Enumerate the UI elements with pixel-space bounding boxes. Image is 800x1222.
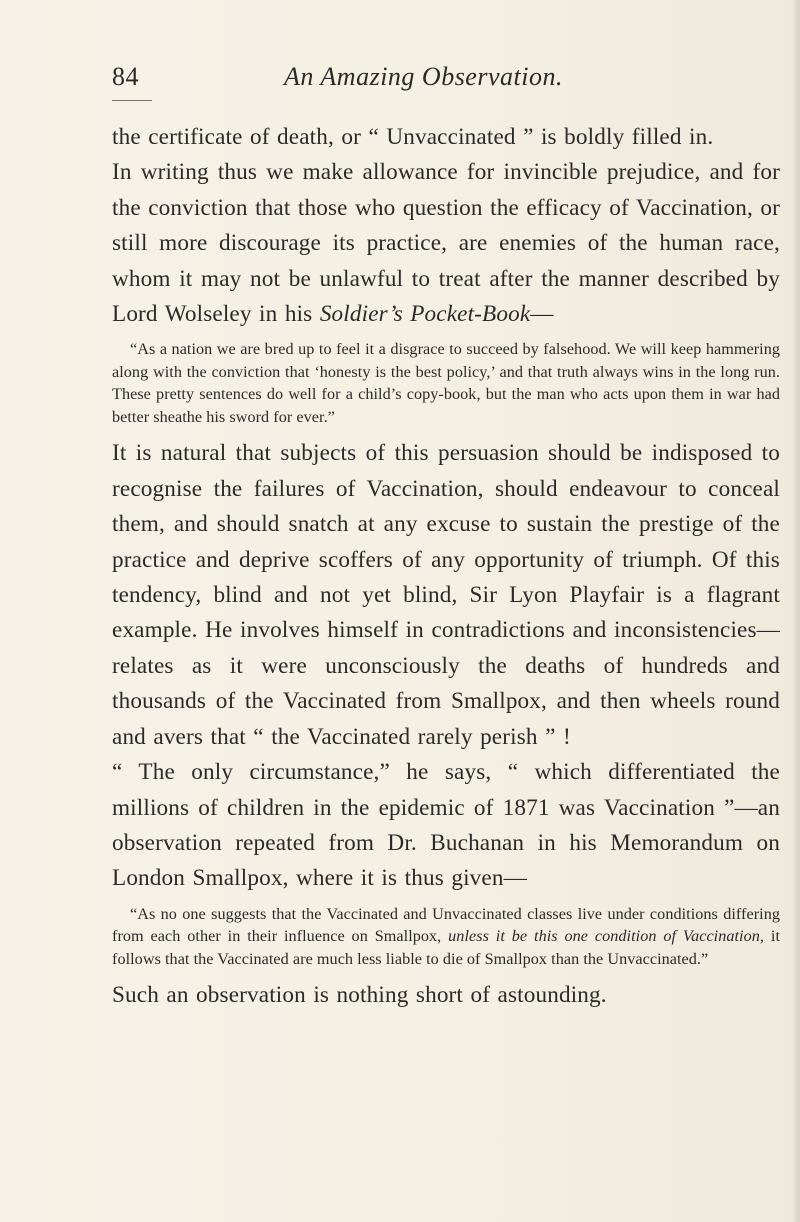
paragraph-prejudice-dash: — [530, 301, 554, 328]
paragraph-astounding: Such an observation is nothing short of astounding. [112, 982, 607, 1009]
book-title: Soldier’s Pocket-Book [319, 301, 531, 328]
quote-buchanan-end: it follows that the Vaccinated are much less liable to die of Smallpox than the Unvaccinated.” [112, 927, 780, 968]
page-edge-shadow [793, 0, 800, 1222]
quote-buchanan-italic: unless it be this one condition of Vaccination, [448, 927, 764, 946]
running-title: An Amazing Observation. [284, 62, 563, 91]
page-content [112, 120, 780, 1014]
paragraph-prejudice [112, 155, 780, 332]
paragraph-persuasion: It is natural that subjects of this persuasion should be indisposed to recognise the failures of Vaccination, should endeavour to conceal them, and should snatch at any excuse to sustain the prestige of the practice and deprive scoffers of any opportunity of triumph. Of this tendency, blind and not yet blind, Sir Lyon Playfair is a flagrant example. He involves himself in contradictions and inconsistencies—relates as it were unconsciously the deaths of hundreds and thousands of the Vaccinated from Smallpox, and then wheels round and avers that “ the Vaccinated rarely perish ” ! [112, 440, 780, 750]
paragraph-certificate: the certificate of death, or “ Unvaccinated ” is boldly filled in. [112, 124, 714, 150]
paragraph-prejudice-main: In writing thus we make allowance for invincible prejudice, and for the conviction that those who question the efficacy of Vaccination, or still more discourage its practice, are enemies of the human race, whom it may not be unlawful to treat after the manner described by Lord Wolseley in his [112, 159, 780, 328]
quote-wolseley: “As a nation we are bred up to feel it a disgrace to succeed by falsehood. We will keep hammering along with the conviction that ‘honesty is the best policy,’ and that truth always wins in the long run. These pretty sentences do well for a child’s copy-book, but the man who acts upon them in war had better sheathe his sword for ever.” [112, 340, 780, 426]
paragraph-circumstance: “ The only circumstance,” he says, “ which differentiated the millions of children in the epidemic of 1871 was Vaccination ”—an observation repeated from Dr. Buchanan in his Memorandum on London Smallpox, where it is thus given— [112, 759, 780, 892]
quote-buchanan [112, 903, 780, 971]
page-header [112, 62, 712, 98]
page-number: 84 [112, 62, 139, 91]
header-rule [112, 100, 152, 101]
quote-buchanan-start: “As no one suggests that the Vaccinated and Unvaccinated classes live under conditions differing from each other in their influence on Smallpox, [112, 904, 780, 946]
